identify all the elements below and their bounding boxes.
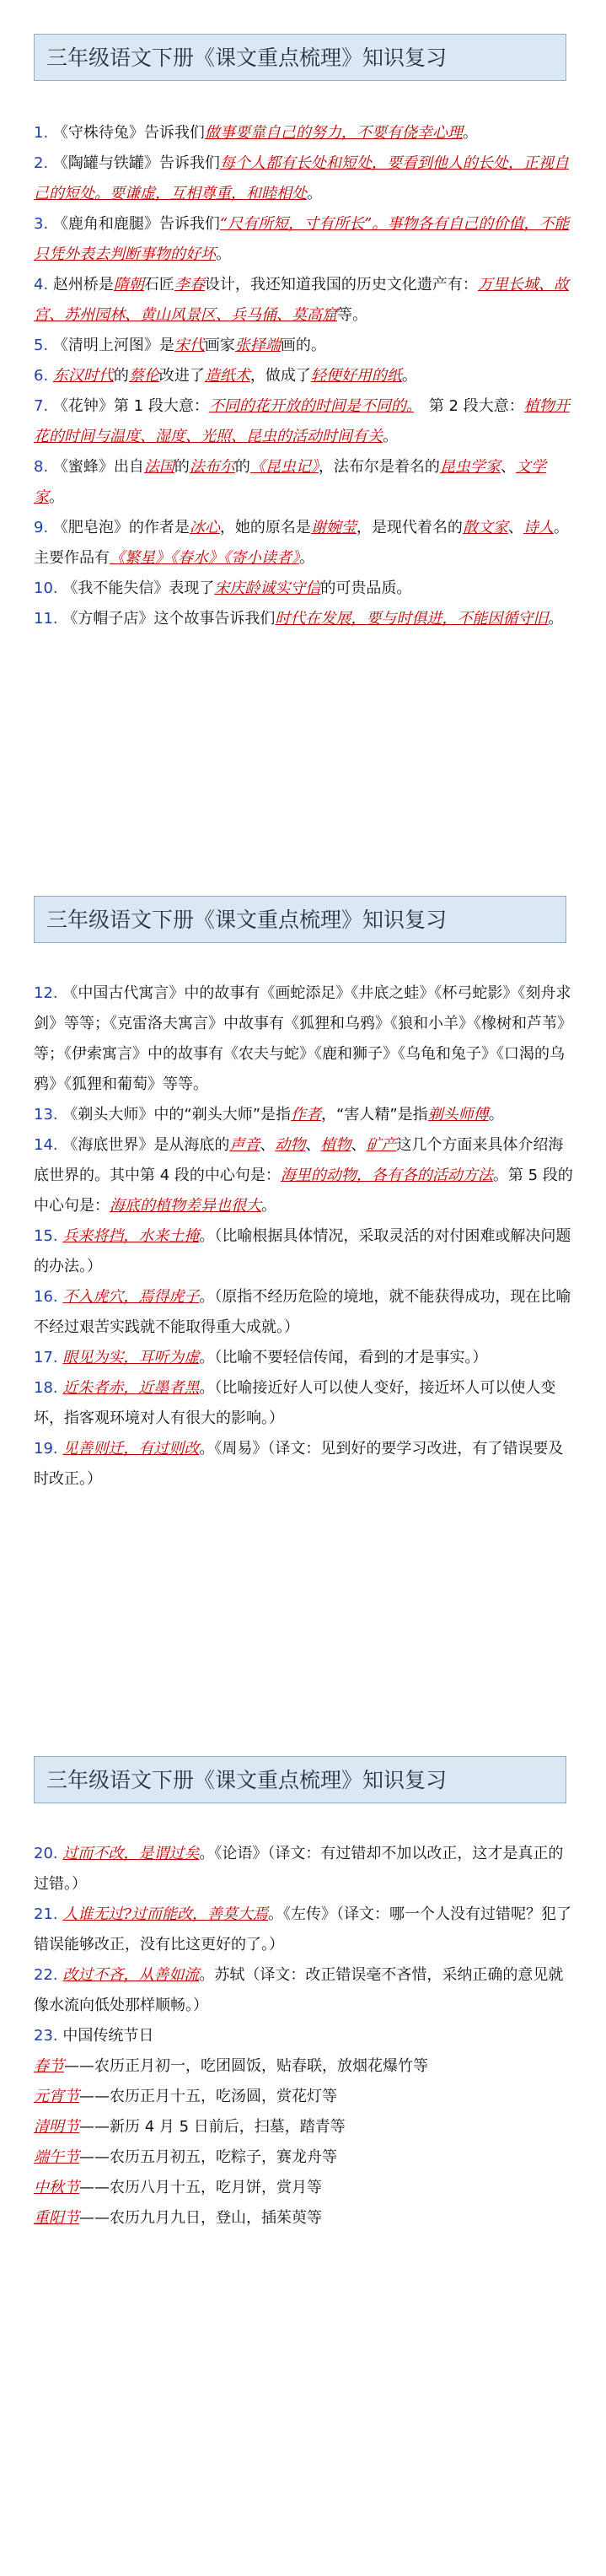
answer-text: 见善则迁，有过则改 — [62, 1440, 200, 1458]
item-number: 21. — [34, 1905, 58, 1923]
item-text: 石匠 — [143, 276, 174, 294]
answer-text: 轻便好用的纸 — [310, 367, 402, 385]
item-text: 。 — [383, 428, 398, 445]
list-item — [34, 118, 573, 148]
item-text: 第 2 段大意： — [413, 397, 524, 415]
list-item — [34, 1434, 573, 1495]
list-item — [34, 1373, 573, 1434]
item-text: 《我不能失信》表现了 — [62, 579, 215, 597]
item-text: 《陶罐与铁罐》告诉我们 — [52, 154, 220, 172]
festival-desc: ——农历九月九日，登山，插茱萸等 — [79, 2209, 322, 2227]
answer-text: 《寄小读者》 — [223, 549, 299, 567]
list-item — [34, 391, 573, 452]
section-title-3: 三年级语文下册《课文重点梳理》知识复习 — [34, 1756, 566, 1803]
festival-row — [34, 2142, 573, 2173]
list-item — [34, 1343, 573, 1373]
answer-text: 近朱者赤，近墨者黑 — [62, 1379, 200, 1397]
answer-text: 植物 — [320, 1136, 351, 1154]
item-number: 7. — [34, 397, 49, 415]
item-text: ，做成了 — [249, 367, 311, 385]
list-item — [34, 1130, 573, 1221]
item-text: 《清明上河图》是 — [52, 337, 174, 354]
item-number: 17. — [34, 1349, 58, 1366]
list-item — [34, 1282, 573, 1343]
item-text: ，她的原名是 — [219, 519, 311, 536]
item-text: 。（比喻根据具体情况，采取灵活的对付困难或解决问题的办法。） — [34, 1227, 571, 1275]
festival-row — [34, 2112, 573, 2142]
item-text: 、 — [500, 458, 516, 476]
section-title-2: 三年级语文下册《课文重点梳理》知识复习 — [34, 896, 566, 943]
list-item — [34, 361, 573, 391]
answer-text: 昆虫学家 — [439, 458, 501, 476]
answer-text: 东汉时代 — [52, 367, 114, 385]
list-item — [34, 148, 573, 209]
section-content-2 — [34, 978, 573, 1495]
list-item — [34, 604, 573, 634]
item-text: 赵州桥是 — [52, 276, 114, 294]
item-text: 画家 — [204, 337, 235, 354]
item-text: 的 — [234, 458, 250, 476]
answer-text: 植物开花的时间与温度、湿度、光照、昆虫的活动时间有关 — [34, 397, 570, 445]
item-text: 。（比喻接近好人可以使人变好，接近坏人可以使人变坏，指客观环境对人有很大的影响。） — [34, 1379, 556, 1427]
list-item — [34, 1839, 573, 1900]
item-text: 《蜜蜂》出自 — [52, 458, 144, 476]
item-text: 画的。 — [280, 337, 326, 354]
item-number: 9. — [34, 519, 49, 536]
item-number: 23. — [34, 2027, 58, 2045]
answer-text: 法布尔 — [189, 458, 235, 476]
answer-text: 散文家 — [462, 519, 508, 536]
answer-text: 张择端 — [234, 337, 281, 354]
list-item — [34, 331, 573, 361]
item-number: 1. — [34, 124, 49, 142]
item-text: 《花钟》第 1 段大意： — [52, 397, 209, 415]
item-text: 。《左传》（译文：哪一个人没有过错呢？犯了错误能够改正，没有比这更好的了。） — [34, 1905, 572, 1954]
list-item — [34, 270, 573, 331]
list-item — [34, 452, 573, 513]
item-text: 中国传统节日 — [62, 2027, 154, 2045]
item-text: 《海底世界》是从海底的 — [62, 1136, 230, 1154]
item-text: 改进了 — [158, 367, 205, 385]
answer-text: 过而不改，是谓过矣 — [62, 1845, 200, 1862]
item-text: 。（原指不经历危险的境地，就不能获得成功，现在比喻不经过艰苦实践就不能取得重大成就。） — [34, 1288, 571, 1336]
answer-text: 声音 — [229, 1136, 260, 1154]
festival-row — [34, 2203, 573, 2234]
item-text: 。 — [548, 610, 564, 628]
item-text: 。《论语》（译文：有过错却不加以改正，这才是真正的过错。） — [34, 1845, 564, 1893]
list-item — [34, 1900, 573, 1960]
answer-text: 隋朝 — [113, 276, 144, 294]
section-title-1: 三年级语文下册《课文重点梳理》知识复习 — [34, 34, 566, 81]
item-number: 14. — [34, 1136, 58, 1154]
answer-text: 剃头师傅 — [427, 1106, 489, 1124]
festival-name: 春节 — [34, 2057, 64, 2075]
item-number: 8. — [34, 458, 49, 476]
item-number: 6. — [34, 367, 49, 385]
answer-text: 法国 — [143, 458, 174, 476]
list-item — [34, 209, 573, 270]
list-item — [34, 978, 573, 1100]
festival-name: 端午节 — [34, 2148, 79, 2166]
festival-list — [34, 2051, 573, 2234]
festival-row — [34, 2082, 573, 2112]
festival-desc: ——农历八月十五，吃月饼，赏月等 — [79, 2179, 322, 2196]
item-text: 。 — [49, 488, 64, 506]
list-item — [34, 1221, 573, 1282]
answer-text: 动物 — [275, 1136, 306, 1154]
answer-text: 作者 — [291, 1106, 322, 1124]
festival-desc: ——新历 4 月 5 日前后，扫墓，踏青等 — [79, 2118, 346, 2136]
answer-text: 时代在发展，要与时俱进，不能因循守旧 — [275, 610, 549, 628]
answer-text: 诗人 — [523, 519, 554, 536]
item-text: 。第 5 段的中心句是： — [34, 1167, 573, 1215]
item-text: 设计，我还知道我国的历史文化遗产有： — [204, 276, 478, 294]
item-text: 、 — [305, 1136, 321, 1154]
item-text: 。 — [401, 367, 417, 385]
answer-text: 每个人都有长处和短处，要看到他人的长处，正视自己的短处。要谦虚，互相尊重，和睦相处 — [34, 154, 569, 202]
answer-text: 造纸术 — [204, 367, 250, 385]
festival-name: 中秋节 — [34, 2179, 79, 2196]
item-text: 《剃头大师》中的“剃头大师”是指 — [62, 1106, 292, 1124]
item-text: 《中国古代寓言》中的故事有《画蛇添足》《井底之蛙》《杯弓蛇影》《刻舟求剑》等等；《克雷洛夫寓言》中故事有《狐狸和乌鸦》《狼和小羊》《橡树和芦苇》等；《伊索寓言》中的故事有《农夫与蛇》《鹿和狮子》《乌龟和兔子》《口渴的乌鸦》《狐狸和葡萄》等等。 — [34, 984, 572, 1093]
answer-text: 万里长城、故宫、苏州园林、黄山风景区、兵马俑、莫高窟 — [34, 276, 569, 324]
item-text: 。 — [216, 245, 231, 263]
item-number: 11. — [34, 610, 58, 628]
item-number: 15. — [34, 1227, 58, 1245]
answer-text: 矿产 — [366, 1136, 397, 1154]
list-item — [34, 574, 573, 604]
item-text: 。 — [299, 549, 314, 567]
answer-text: 《昆虫记》 — [249, 458, 319, 476]
item-text: 等。 — [337, 306, 367, 324]
answer-text: 李春 — [174, 276, 205, 294]
festival-row — [34, 2051, 573, 2082]
item-text: 。苏轼（译文：改正错误毫不吝惜，采纳正确的意见就像水流向低处那样顺畅。） — [34, 1966, 564, 2014]
item-text: ，“害人精”是指 — [321, 1106, 428, 1124]
item-number: 5. — [34, 337, 49, 354]
answer-text: 兵来将挡，水来土掩 — [62, 1227, 200, 1245]
item-number: 18. — [34, 1379, 58, 1397]
item-number: 22. — [34, 1966, 58, 1984]
answer-text: 人谁无过?过而能改，善莫大焉 — [62, 1905, 269, 1923]
item-number: 20. — [34, 1845, 58, 1862]
item-text: 的可贵品质。 — [320, 579, 412, 597]
item-text: ，是现代着名的 — [356, 519, 463, 536]
answer-text: 做事要靠自己的努力，不要有侥幸心理 — [204, 124, 463, 142]
festival-desc: ——农历正月初一，吃团圆饭，贴春联，放烟花爆竹等 — [64, 2057, 428, 2075]
item-number: 13. — [34, 1106, 58, 1124]
item-text: 《肥皂泡》的作者是 — [52, 519, 190, 536]
answer-text: 《春水》 — [170, 549, 223, 567]
item-number: 19. — [34, 1440, 58, 1458]
festival-desc: ——农历正月十五，吃汤圆，赏花灯等 — [79, 2088, 337, 2105]
item-text: 、 — [507, 519, 523, 536]
list-item — [34, 1100, 573, 1130]
item-text: 《守株待兔》告诉我们 — [52, 124, 205, 142]
item-text: 。 — [462, 124, 478, 142]
festival-name: 元宵节 — [34, 2088, 79, 2105]
section-content-1 — [34, 118, 573, 634]
festival-name: 清明节 — [34, 2118, 79, 2136]
festival-name: 重阳节 — [34, 2209, 79, 2227]
list-item — [34, 513, 573, 574]
answer-text: 改过不吝，从善如流 — [62, 1966, 200, 1984]
section-content-3 — [34, 1839, 573, 2234]
item-number: 10. — [34, 579, 58, 597]
answer-text: 《繁星》 — [110, 549, 170, 567]
answer-text: 谢婉莹 — [310, 519, 357, 536]
item-text: 《鹿角和鹿腿》告诉我们 — [52, 215, 220, 233]
answer-text: 不入虎穴，焉得虎子 — [62, 1288, 200, 1306]
answer-text: 蔡伦 — [128, 367, 159, 385]
answer-text: 文学家 — [34, 458, 546, 506]
festival-row — [34, 2173, 573, 2203]
item-text: ，法布尔是着名的 — [318, 458, 440, 476]
list-item — [34, 1960, 573, 2021]
item-text: 这几个方面来具体介绍海底世界的。其中第 4 段的中心句是： — [34, 1136, 564, 1184]
item-text: 。 — [488, 1106, 504, 1124]
answer-text: 眼见为实，耳听为虚 — [62, 1349, 200, 1366]
item-number: 12. — [34, 984, 58, 1002]
list-item — [34, 2021, 573, 2051]
answer-text: 宋庆龄诚实守信 — [214, 579, 321, 597]
item-number: 3. — [34, 215, 49, 233]
item-text: 、 — [351, 1136, 367, 1154]
item-number: 2. — [34, 154, 49, 172]
answer-text: 不同的花开放的时间是不同的。 — [208, 397, 414, 415]
item-text: 《方帽子店》这个故事告诉我们 — [62, 610, 276, 628]
answer-text: 宋代 — [174, 337, 205, 354]
item-text: 、 — [260, 1136, 276, 1154]
item-text: 的 — [113, 367, 129, 385]
answer-text: 海里的动物，各有各的活动方法 — [280, 1167, 493, 1184]
festival-desc: ——农历五月初五，吃粽子，赛龙舟等 — [79, 2148, 337, 2166]
item-text: 。《周易》（译文：见到好的要学习改进，有了错误要及时改正。） — [34, 1440, 564, 1488]
answer-text: 冰心 — [189, 519, 220, 536]
item-text: 。（比喻不要轻信传闻，看到的才是事实。） — [199, 1349, 488, 1366]
answer-text: “尺有所短，寸有所长”。事物各有自己的价值，不能只凭外表去判断事物的好坏 — [34, 215, 570, 263]
item-number: 4. — [34, 276, 49, 294]
item-text: 的 — [174, 458, 190, 476]
item-text: 。 — [307, 185, 322, 202]
item-text: 。主要作品有 — [34, 519, 569, 567]
answer-text: 海底的植物差异也很大 — [110, 1197, 261, 1215]
item-number: 16. — [34, 1288, 58, 1306]
item-text: 。 — [261, 1197, 276, 1215]
